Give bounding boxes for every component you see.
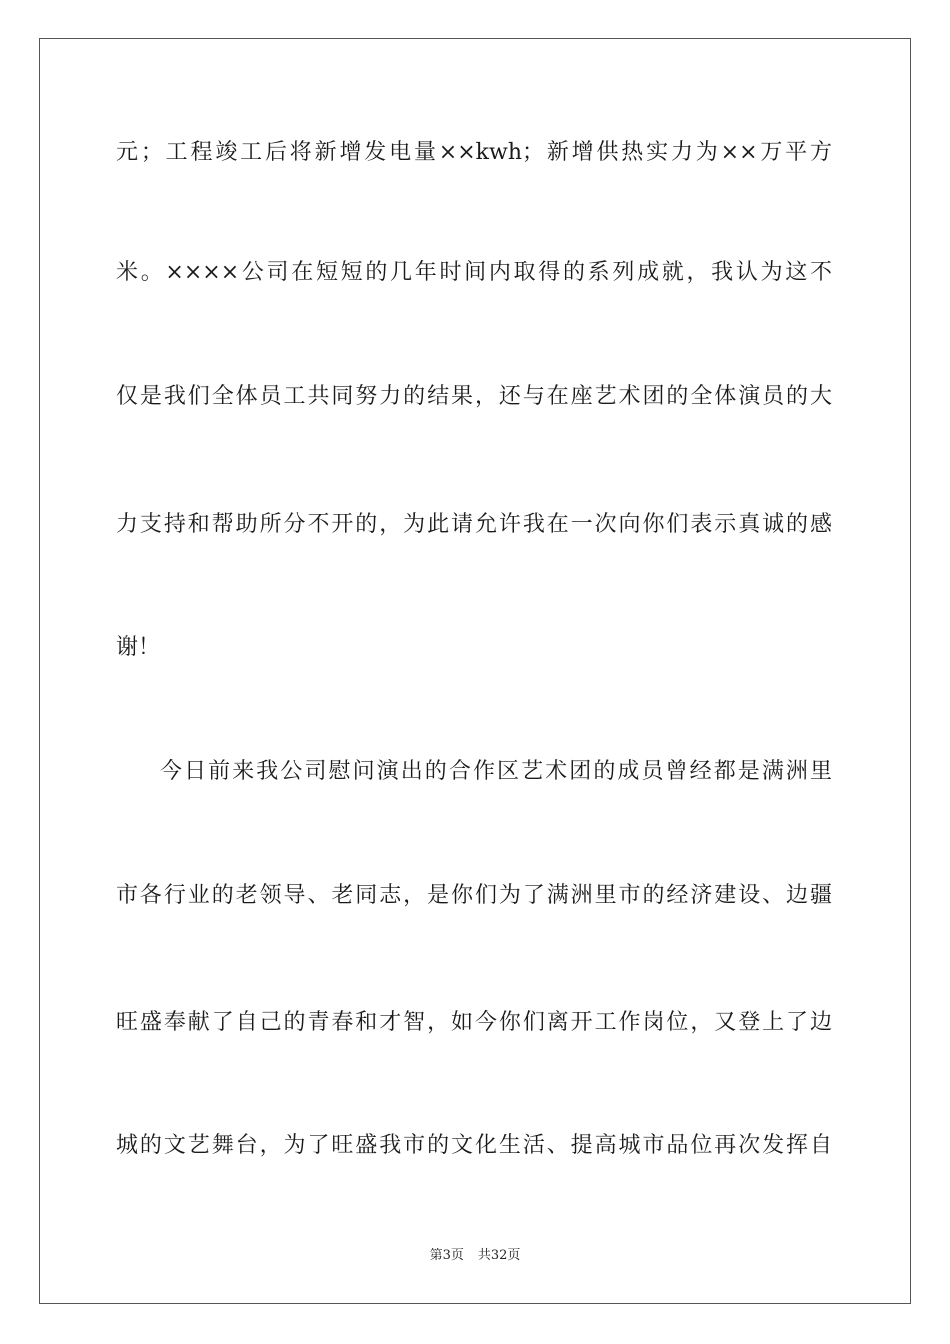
text-line: 城的文艺舞台，为了旺盛我市的文化生活、提高城市品位再次发挥自 xyxy=(116,1133,832,1158)
text-line: 米。××××公司在短短的几年时间内取得的系列成就，我认为这不 xyxy=(116,260,832,285)
text-line: 元；工程竣工后将新增发电量××kwh；新增供热实力为××万平方 xyxy=(116,140,832,165)
text-line: 仅是我们全体员工共同努力的结果，还与在座艺术团的全体演员的大 xyxy=(116,384,832,409)
page-footer xyxy=(0,1247,950,1265)
page-total: 共32页 xyxy=(477,1248,521,1263)
text-line: 谢！ xyxy=(116,635,161,660)
text-line: 力支持和帮助所分不开的，为此请允许我在一次向你们表示真诚的感 xyxy=(116,512,832,537)
page-border xyxy=(39,38,911,1304)
page-number: 第3页 xyxy=(429,1248,464,1263)
text-line: 旺盛奉献了自己的青春和才智，如今你们离开工作岗位，又登上了边 xyxy=(116,1010,832,1035)
paragraph-first-line: 今日前来我公司慰问演出的合作区艺术团的成员曾经都是满洲里 xyxy=(160,759,832,784)
text-line: 市各行业的老领导、老同志，是你们为了满洲里市的经济建设、边疆 xyxy=(116,883,832,908)
